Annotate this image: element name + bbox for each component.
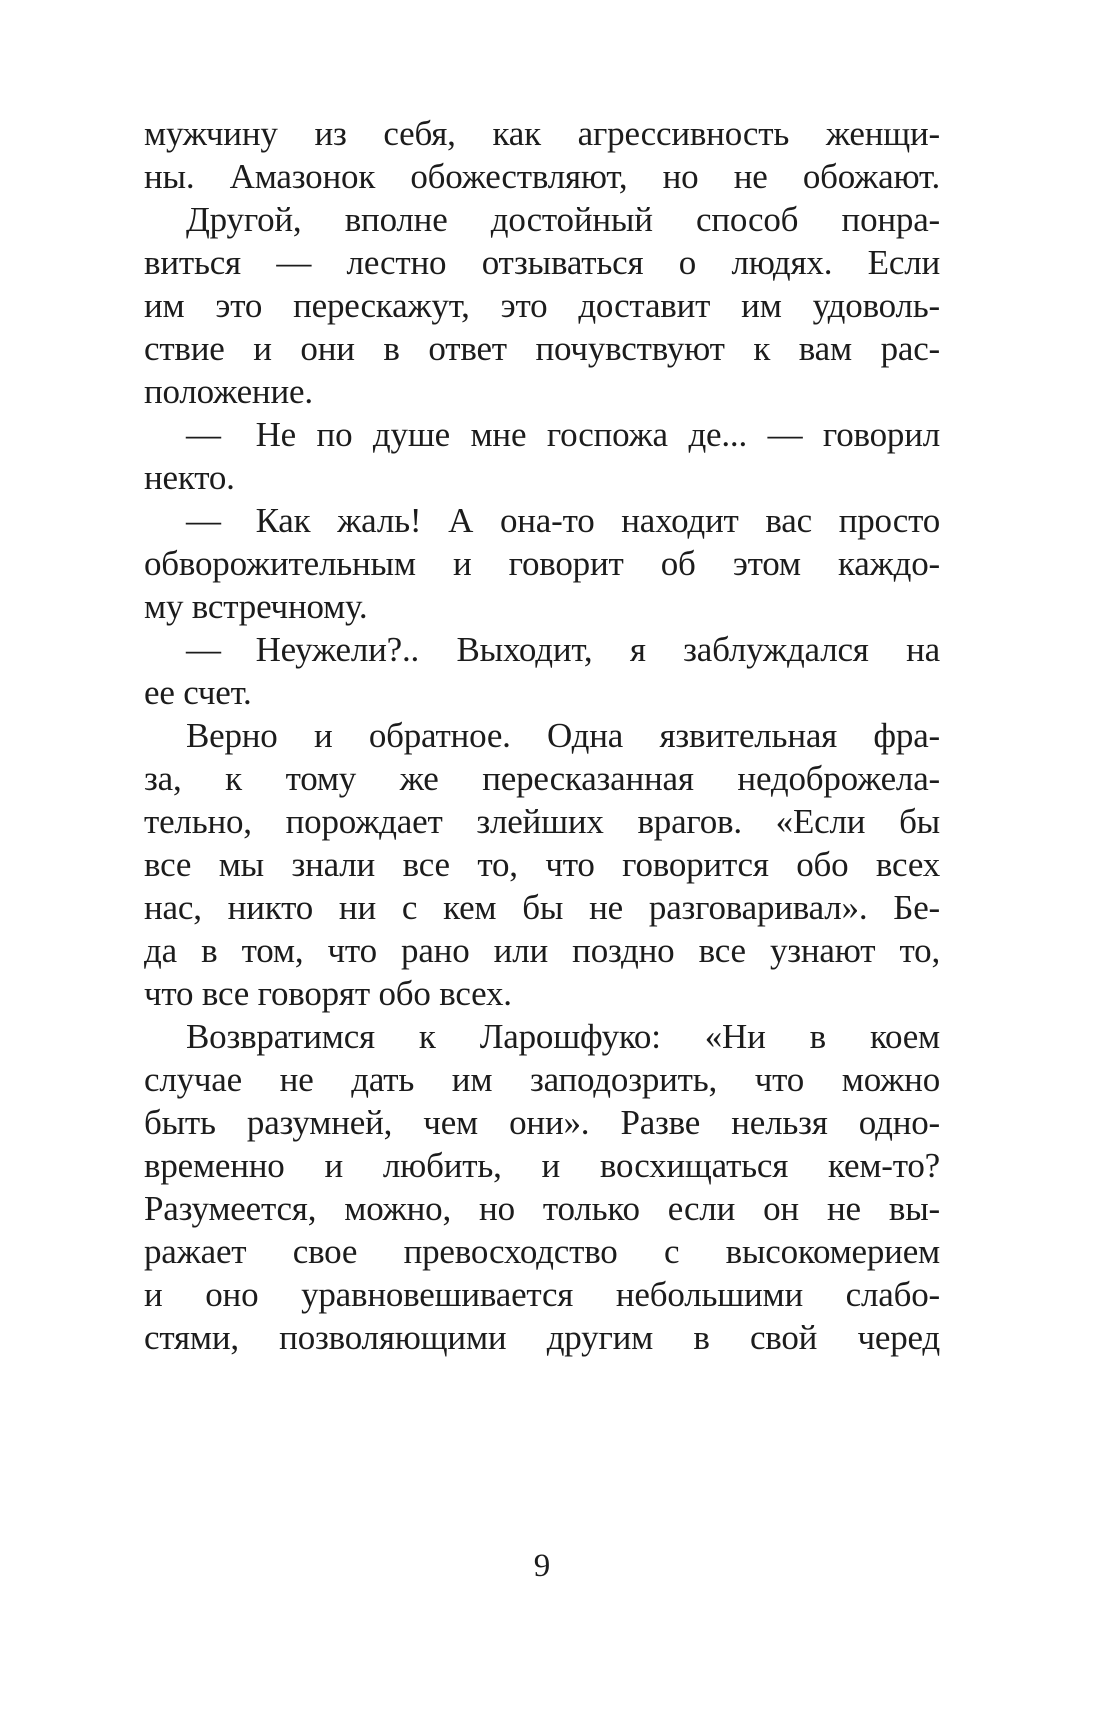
text-line: — Не по душе мне госпожа де... — говорил [186,415,940,454]
text-line: ствие и они в ответ почувствуют к вам рас- [144,329,940,368]
text-line: нас, никто ни с кем бы не разговаривал». Бе- [144,888,940,927]
text-line: случае не дать им заподозрить, что можно [144,1060,940,1099]
text-line: — Неужели?.. Выходит, я заблуждался на [186,630,940,669]
text-line: ны. Амазонок обожествляют, но не обожают. [144,157,940,196]
text-line: Другой, вполне достойный способ понра- [186,200,940,239]
text-line: что все говорят обо всех. [144,974,512,1013]
text-line: да в том, что рано или поздно все узнают то, [144,931,940,970]
text-line: им это перескажут, это доставит им удоволь- [144,286,940,325]
text-line: стями, позволяющими другим в свой черед [144,1318,940,1357]
text-line: некто. [144,458,235,497]
text-line: временно и любить, и восхищаться кем-то? [144,1146,940,1185]
text-line: за, к тому же пересказанная недоброжела- [144,759,940,798]
text-line: и оно уравновешивается небольшими слабо- [144,1275,940,1314]
text-line: Верно и обратное. Одна язвительная фра- [186,716,940,755]
page-number: 9 [533,1548,551,1584]
text-line: Возвратимся к Ларошфуко: «Ни в коем [186,1017,940,1056]
text-line: мужчину из себя, как агрессивность женщи- [144,114,940,153]
text-line: ражает свое превосходство с высокомерием [144,1232,940,1271]
text-line: тельно, порождает злейших врагов. «Если бы [144,802,940,841]
text-line: обворожительным и говорит об этом каждо- [144,544,940,583]
text-line: все мы знали все то, что говорится обо всех [144,845,940,884]
text-line: Разумеется, можно, но только если он не вы- [144,1189,940,1228]
text-line: ее счет. [144,673,252,712]
text-block [144,112,940,1359]
text-line: положение. [144,372,313,411]
text-line: му встречному. [144,587,368,626]
text-line: — Как жаль! А она-то находит вас просто [186,501,940,540]
text-line: виться — лестно отзываться о людях. Если [144,243,940,282]
text-line: быть разумней, чем они». Разве нельзя одно- [144,1103,940,1142]
